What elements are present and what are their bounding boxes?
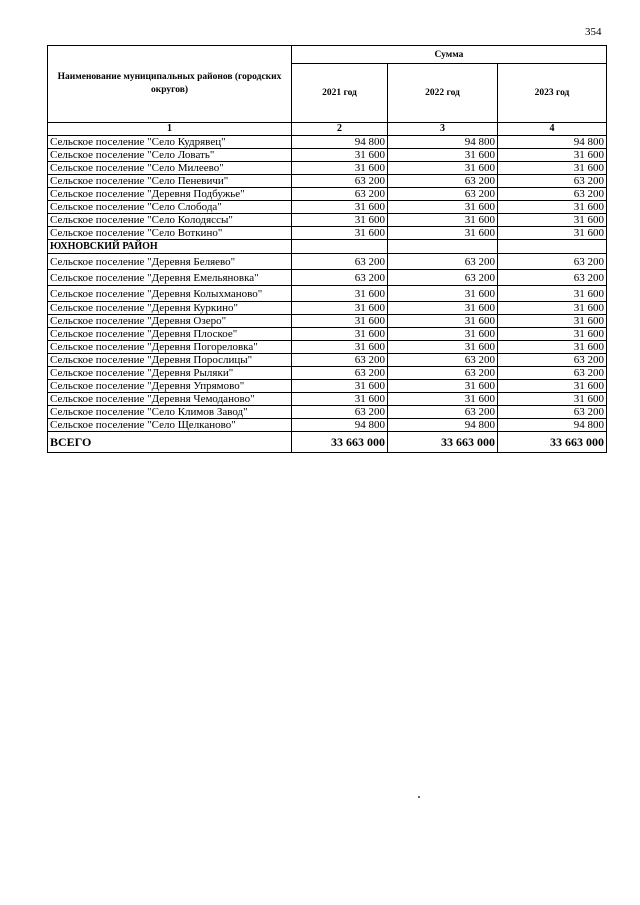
value-2022: 31 600 — [388, 149, 498, 162]
value-2022: 94 800 — [388, 419, 498, 432]
value-2021: 31 600 — [292, 149, 388, 162]
header-year-2021: 2021 год — [292, 64, 388, 123]
table-row — [48, 419, 607, 432]
table-row — [48, 286, 607, 302]
total-2021: 33 663 000 — [292, 432, 388, 453]
value-2021: 31 600 — [292, 315, 388, 328]
value-2023: 31 600 — [498, 214, 607, 227]
value-2021: 31 600 — [292, 162, 388, 175]
value-2021: 31 600 — [292, 328, 388, 341]
table-row — [48, 149, 607, 162]
table-row — [48, 175, 607, 188]
settlement-name: Сельское поселение "Село Милеево" — [48, 162, 292, 175]
value-2022: 63 200 — [388, 175, 498, 188]
page-number: 354 — [585, 26, 602, 38]
settlement-name: Сельское поселение "Деревня Порослицы" — [48, 354, 292, 367]
value-2021: 63 200 — [292, 270, 388, 286]
column-index: 1 — [48, 123, 292, 136]
table-row — [48, 380, 607, 393]
value-2022: 63 200 — [388, 270, 498, 286]
column-index: 4 — [498, 123, 607, 136]
empty-cell — [498, 240, 607, 254]
value-2022: 63 200 — [388, 367, 498, 380]
value-2022: 31 600 — [388, 341, 498, 354]
settlement-name: Сельское поселение "Деревня Погореловка" — [48, 341, 292, 354]
table-row — [48, 393, 607, 406]
table-row — [48, 270, 607, 286]
scan-speck — [418, 796, 420, 798]
table-body — [48, 136, 607, 453]
settlement-name: Сельское поселение "Село Воткино" — [48, 227, 292, 240]
value-2021: 63 200 — [292, 367, 388, 380]
value-2021: 63 200 — [292, 254, 388, 270]
value-2021: 94 800 — [292, 136, 388, 149]
value-2022: 31 600 — [388, 162, 498, 175]
value-2021: 31 600 — [292, 302, 388, 315]
total-row — [48, 432, 607, 453]
settlement-name: Сельское поселение "Деревня Емельяновка" — [48, 270, 292, 286]
value-2023: 31 600 — [498, 341, 607, 354]
value-2023: 31 600 — [498, 227, 607, 240]
table-row — [48, 406, 607, 419]
header-year-2022: 2022 год — [388, 64, 498, 123]
settlement-name: Сельское поселение "Село Климов Завод" — [48, 406, 292, 419]
value-2021: 31 600 — [292, 227, 388, 240]
empty-cell — [388, 240, 498, 254]
value-2023: 31 600 — [498, 149, 607, 162]
value-2021: 31 600 — [292, 201, 388, 214]
empty-cell — [292, 240, 388, 254]
value-2021: 63 200 — [292, 354, 388, 367]
settlement-name: Сельское поселение "Деревня Озеро" — [48, 315, 292, 328]
settlement-name: Сельское поселение "Деревня Рыляки" — [48, 367, 292, 380]
settlement-name: Сельское поселение "Село Кудрявец" — [48, 136, 292, 149]
table-header — [48, 46, 607, 136]
settlement-name: Сельское поселение "Деревня Чемоданово" — [48, 393, 292, 406]
value-2023: 31 600 — [498, 302, 607, 315]
value-2023: 94 800 — [498, 136, 607, 149]
table-row — [48, 367, 607, 380]
settlement-name: Сельское поселение "Село Ловать" — [48, 149, 292, 162]
value-2021: 31 600 — [292, 286, 388, 302]
section-row — [48, 240, 607, 254]
value-2023: 31 600 — [498, 162, 607, 175]
table-row — [48, 214, 607, 227]
value-2022: 31 600 — [388, 328, 498, 341]
value-2021: 63 200 — [292, 175, 388, 188]
table-row — [48, 201, 607, 214]
table-row — [48, 136, 607, 149]
budget-table — [47, 45, 607, 453]
value-2022: 31 600 — [388, 227, 498, 240]
settlement-name: Сельское поселение "Деревня Куркино" — [48, 302, 292, 315]
value-2022: 31 600 — [388, 393, 498, 406]
value-2021: 31 600 — [292, 341, 388, 354]
table-row — [48, 341, 607, 354]
value-2023: 31 600 — [498, 380, 607, 393]
value-2023: 63 200 — [498, 254, 607, 270]
section-title: ЮХНОВСКИЙ РАЙОН — [48, 240, 292, 254]
settlement-name: Сельское поселение "Село Щелканово" — [48, 419, 292, 432]
value-2022: 94 800 — [388, 136, 498, 149]
value-2022: 63 200 — [388, 188, 498, 201]
total-2022: 33 663 000 — [388, 432, 498, 453]
value-2023: 63 200 — [498, 175, 607, 188]
value-2023: 63 200 — [498, 270, 607, 286]
value-2022: 31 600 — [388, 315, 498, 328]
value-2021: 31 600 — [292, 380, 388, 393]
value-2021: 94 800 — [292, 419, 388, 432]
settlement-name: Сельское поселение "Село Колодяссы" — [48, 214, 292, 227]
table-row — [48, 162, 607, 175]
settlement-name: Сельское поселение "Деревня Подбужье" — [48, 188, 292, 201]
value-2022: 31 600 — [388, 286, 498, 302]
value-2023: 94 800 — [498, 419, 607, 432]
settlement-name: Сельское поселение "Село Слобода" — [48, 201, 292, 214]
value-2023: 31 600 — [498, 201, 607, 214]
value-2022: 63 200 — [388, 406, 498, 419]
value-2021: 63 200 — [292, 406, 388, 419]
value-2023: 63 200 — [498, 354, 607, 367]
value-2022: 31 600 — [388, 302, 498, 315]
settlement-name: Сельское поселение "Деревня Упрямово" — [48, 380, 292, 393]
value-2023: 31 600 — [498, 393, 607, 406]
value-2023: 31 600 — [498, 328, 607, 341]
table-row — [48, 302, 607, 315]
value-2021: 31 600 — [292, 214, 388, 227]
value-2023: 63 200 — [498, 367, 607, 380]
column-index: 2 — [292, 123, 388, 136]
header-year-2023: 2023 год — [498, 64, 607, 123]
total-label: ВСЕГО — [48, 432, 292, 453]
value-2023: 63 200 — [498, 406, 607, 419]
settlement-name: Сельское поселение "Село Пеневичи" — [48, 175, 292, 188]
value-2023: 63 200 — [498, 188, 607, 201]
value-2022: 31 600 — [388, 214, 498, 227]
settlement-name: Сельское поселение "Деревня Колыхманово" — [48, 286, 292, 302]
header-sum: Сумма — [292, 46, 607, 64]
value-2022: 31 600 — [388, 201, 498, 214]
table-row — [48, 254, 607, 270]
value-2023: 31 600 — [498, 286, 607, 302]
table-row — [48, 227, 607, 240]
total-2023: 33 663 000 — [498, 432, 607, 453]
value-2023: 31 600 — [498, 315, 607, 328]
table-row — [48, 354, 607, 367]
value-2022: 31 600 — [388, 380, 498, 393]
header-name: Наименование муниципальных районов (городских округов) — [48, 46, 292, 123]
settlement-name: Сельское поселение "Деревня Плоское" — [48, 328, 292, 341]
value-2022: 63 200 — [388, 254, 498, 270]
value-2021: 63 200 — [292, 188, 388, 201]
table-row — [48, 188, 607, 201]
table-row — [48, 328, 607, 341]
column-index: 3 — [388, 123, 498, 136]
value-2022: 63 200 — [388, 354, 498, 367]
settlement-name: Сельское поселение "Деревня Беляево" — [48, 254, 292, 270]
value-2021: 31 600 — [292, 393, 388, 406]
table-row — [48, 315, 607, 328]
